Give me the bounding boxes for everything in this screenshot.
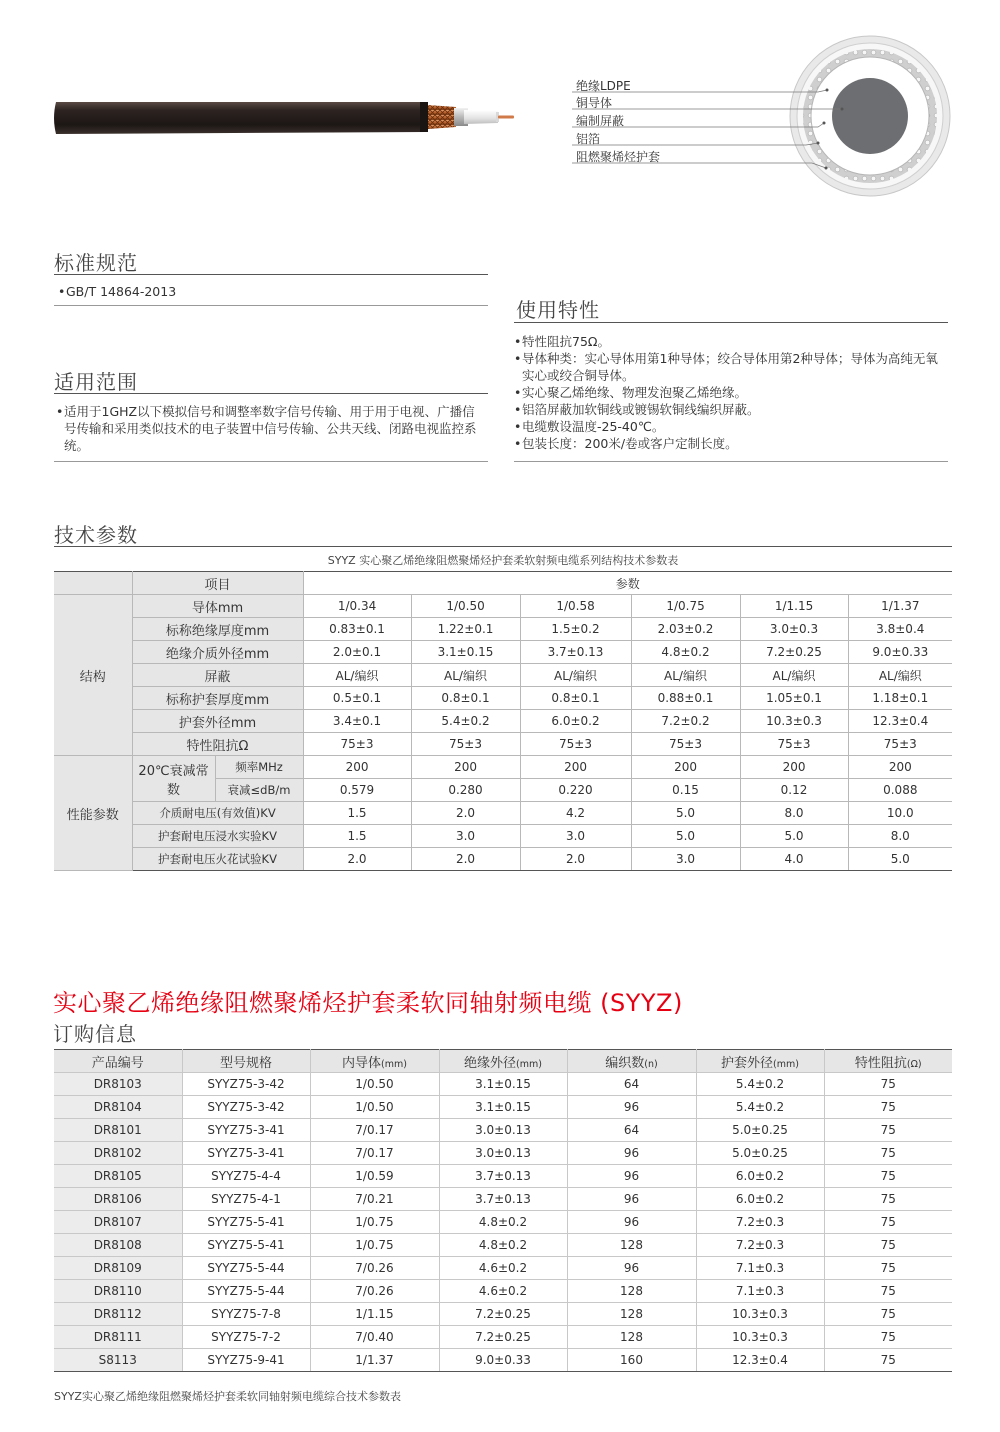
order-cell: 3.0±0.13 bbox=[439, 1119, 567, 1142]
structure-value: 3.1±0.15 bbox=[411, 641, 520, 664]
cable-photo bbox=[50, 80, 520, 160]
structure-value: 1.5±0.2 bbox=[520, 618, 631, 641]
cross-section-diagram bbox=[572, 30, 962, 205]
order-cell: 96 bbox=[567, 1096, 696, 1119]
structure-value: 4.8±0.2 bbox=[631, 641, 740, 664]
performance-value: 1.5 bbox=[303, 802, 411, 825]
performance-value: 1.5 bbox=[303, 825, 411, 848]
structure-value: 3.4±0.1 bbox=[303, 710, 411, 733]
standard-rule bbox=[54, 274, 488, 275]
standard-item: • GB/T 14864-2013 bbox=[58, 283, 478, 300]
order-header bbox=[567, 1050, 696, 1073]
order-cell: SYYZ75-9-41 bbox=[182, 1349, 310, 1372]
order-header-label: 护套外径 bbox=[721, 1055, 774, 1071]
callout-conductor: 铜导体 bbox=[576, 96, 613, 110]
order-cell: 4.8±0.2 bbox=[439, 1211, 567, 1234]
structure-label: 护套外径mm bbox=[132, 710, 303, 733]
atten-value: 0.280 bbox=[411, 779, 520, 802]
order-cell: SYYZ75-3-41 bbox=[182, 1119, 310, 1142]
order-cell: 96 bbox=[567, 1188, 696, 1211]
structure-label: 标称护套厚度mm bbox=[132, 687, 303, 710]
order-header bbox=[824, 1050, 952, 1073]
freq-value: 200 bbox=[303, 756, 411, 779]
order-cell: 1/1.15 bbox=[310, 1303, 439, 1326]
table-row bbox=[54, 1188, 952, 1211]
order-cell: 75 bbox=[824, 1211, 952, 1234]
structure-value: 0.8±0.1 bbox=[520, 687, 631, 710]
scope-title: 适用范围 bbox=[54, 370, 138, 394]
order-header-label: 内导体 bbox=[342, 1055, 382, 1071]
table-row bbox=[54, 1142, 952, 1165]
order-cell: 96 bbox=[567, 1142, 696, 1165]
order-header-label: 绝缘外径 bbox=[464, 1055, 517, 1071]
param-header: 参数 bbox=[303, 572, 952, 595]
table-row bbox=[54, 1073, 952, 1096]
table-row bbox=[54, 1349, 952, 1372]
structure-value: 1.05±0.1 bbox=[740, 687, 848, 710]
order-cell: 7/0.40 bbox=[310, 1326, 439, 1349]
order-cell: SYYZ75-7-2 bbox=[182, 1326, 310, 1349]
structure-value: 0.88±0.1 bbox=[631, 687, 740, 710]
order-cell: 75 bbox=[824, 1073, 952, 1096]
performance-label: 护套耐电压火花试验KV bbox=[132, 848, 303, 871]
order-header-unit: (n) bbox=[644, 1058, 658, 1070]
structure-value: 1.22±0.1 bbox=[411, 618, 520, 641]
order-cell: 7.2±0.25 bbox=[439, 1326, 567, 1349]
performance-value: 10.0 bbox=[848, 802, 952, 825]
structure-value: 3.0±0.3 bbox=[740, 618, 848, 641]
order-header-unit: (mm) bbox=[381, 1058, 407, 1070]
order-cell: 75 bbox=[824, 1165, 952, 1188]
callout-jacket: 阻燃聚烯烃护套 bbox=[576, 150, 661, 164]
order-cell: DR8101 bbox=[54, 1119, 182, 1142]
structure-value: 1/0.50 bbox=[411, 595, 520, 618]
order-header-unit: (mm) bbox=[516, 1058, 542, 1070]
order-cell: DR8107 bbox=[54, 1211, 182, 1234]
structure-value: AL/编织 bbox=[631, 664, 740, 687]
structure-value: 1/0.75 bbox=[631, 595, 740, 618]
order-cell: 4.6±0.2 bbox=[439, 1280, 567, 1303]
order-cell: DR8110 bbox=[54, 1280, 182, 1303]
order-cell: 7/0.26 bbox=[310, 1280, 439, 1303]
performance-value: 2.0 bbox=[411, 848, 520, 871]
product-title: 实心聚乙烯绝缘阻燃聚烯烃护套柔软同轴射频电缆 (SYYZ) bbox=[53, 989, 683, 1017]
order-cell: 3.7±0.13 bbox=[439, 1165, 567, 1188]
order-cell: 96 bbox=[567, 1211, 696, 1234]
tech-rule bbox=[54, 546, 952, 547]
atten-value: 0.579 bbox=[303, 779, 411, 802]
order-cell: 160 bbox=[567, 1349, 696, 1372]
structure-value: 0.83±0.1 bbox=[303, 618, 411, 641]
order-header bbox=[182, 1050, 310, 1073]
order-cell: 96 bbox=[567, 1165, 696, 1188]
order-cell: SYYZ75-5-41 bbox=[182, 1211, 310, 1234]
freq-value: 200 bbox=[411, 756, 520, 779]
scope-rule bbox=[54, 393, 488, 394]
order-cell: 1/0.59 bbox=[310, 1165, 439, 1188]
item-header: 项目 bbox=[132, 572, 303, 595]
structure-value: AL/编织 bbox=[411, 664, 520, 687]
order-cell: SYYZ75-5-44 bbox=[182, 1280, 310, 1303]
order-cell: DR8106 bbox=[54, 1188, 182, 1211]
order-cell: 64 bbox=[567, 1119, 696, 1142]
order-cell: 1/1.37 bbox=[310, 1349, 439, 1372]
order-cell: 4.8±0.2 bbox=[439, 1234, 567, 1257]
structure-label: 特性阻抗Ω bbox=[132, 733, 303, 756]
order-header-label: 型号规格 bbox=[219, 1055, 272, 1071]
performance-value: 3.0 bbox=[520, 825, 631, 848]
order-cell: 6.0±0.2 bbox=[696, 1165, 824, 1188]
atten-label: 20℃衰减常数 bbox=[132, 756, 215, 802]
order-header-label: 特性阻抗 bbox=[854, 1055, 907, 1071]
atten-sub-label: 衰减≤dB/m bbox=[215, 779, 303, 802]
atten-value: 0.220 bbox=[520, 779, 631, 802]
order-cell: 9.0±0.33 bbox=[439, 1349, 567, 1372]
order-cell: S8113 bbox=[54, 1349, 182, 1372]
table-row bbox=[54, 1096, 952, 1119]
performance-value: 3.0 bbox=[411, 825, 520, 848]
structure-value: 75±3 bbox=[411, 733, 520, 756]
order-cell: 1/0.50 bbox=[310, 1073, 439, 1096]
structure-label: 绝缘介质外径mm bbox=[132, 641, 303, 664]
structure-value: 2.0±0.1 bbox=[303, 641, 411, 664]
order-header bbox=[696, 1050, 824, 1073]
performance-value: 8.0 bbox=[740, 802, 848, 825]
order-cell: 6.0±0.2 bbox=[696, 1188, 824, 1211]
order-cell: 75 bbox=[824, 1303, 952, 1326]
structure-value: 2.03±0.2 bbox=[631, 618, 740, 641]
table-row bbox=[54, 1303, 952, 1326]
feature-item: • 电缆敷设温度-25-40℃。 bbox=[514, 418, 946, 435]
group-structure: 结构 bbox=[54, 595, 132, 756]
scope-end-rule bbox=[54, 461, 488, 462]
callout-foil: 铝箔 bbox=[576, 132, 601, 146]
structure-value: 75±3 bbox=[740, 733, 848, 756]
order-cell: 5.0±0.25 bbox=[696, 1119, 824, 1142]
order-cell: 7/0.17 bbox=[310, 1119, 439, 1142]
order-cell: 128 bbox=[567, 1280, 696, 1303]
order-cell: 75 bbox=[824, 1326, 952, 1349]
order-cell: DR8103 bbox=[54, 1073, 182, 1096]
order-cell: 7.1±0.3 bbox=[696, 1257, 824, 1280]
order-cell: 75 bbox=[824, 1280, 952, 1303]
order-cell: DR8105 bbox=[54, 1165, 182, 1188]
order-cell: DR8104 bbox=[54, 1096, 182, 1119]
performance-value: 8.0 bbox=[848, 825, 952, 848]
table-row bbox=[54, 1165, 952, 1188]
structure-value: 7.2±0.2 bbox=[631, 710, 740, 733]
tech-table-caption: SYYZ 实心聚乙烯绝缘阻燃聚烯烃护套柔软射频电缆系列结构技术参数表 bbox=[327, 554, 679, 567]
order-cell: SYYZ75-4-4 bbox=[182, 1165, 310, 1188]
scope-item: • 适用于1GHZ以下模拟信号和调整率数字信号传输、用于用于电视、广播信号传输和采用类似技术的电子装置中信号传输、公共天线、闭路电视监控系统。 bbox=[56, 403, 486, 454]
group-performance: 性能参数 bbox=[54, 756, 132, 871]
order-cell: DR8109 bbox=[54, 1257, 182, 1280]
order-cell: 4.6±0.2 bbox=[439, 1257, 567, 1280]
callout-insulation: 绝缘LDPE bbox=[576, 79, 631, 93]
order-cell: SYYZ75-3-42 bbox=[182, 1096, 310, 1119]
performance-value: 5.0 bbox=[740, 825, 848, 848]
scope-list bbox=[56, 403, 486, 454]
order-cell: 1/0.75 bbox=[310, 1211, 439, 1234]
structure-value: AL/编织 bbox=[848, 664, 952, 687]
order-header-label: 产品编号 bbox=[91, 1055, 144, 1071]
performance-value: 2.0 bbox=[303, 848, 411, 871]
structure-value: AL/编织 bbox=[303, 664, 411, 687]
order-cell: 7.2±0.3 bbox=[696, 1211, 824, 1234]
order-cell: DR8102 bbox=[54, 1142, 182, 1165]
order-cell: 128 bbox=[567, 1303, 696, 1326]
order-cell: 3.0±0.13 bbox=[439, 1142, 567, 1165]
structure-value: 10.3±0.3 bbox=[740, 710, 848, 733]
structure-value: 0.8±0.1 bbox=[411, 687, 520, 710]
feature-item: • 导体种类：实心导体用第1种导体；绞合导体用第2种导体；导体为高纯无氧实心或绞合铜导体。 bbox=[514, 350, 946, 384]
order-cell: 5.4±0.2 bbox=[696, 1096, 824, 1119]
structure-value: 5.4±0.2 bbox=[411, 710, 520, 733]
order-cell: 75 bbox=[824, 1257, 952, 1280]
structure-value: 1.18±0.1 bbox=[848, 687, 952, 710]
order-cell: 12.3±0.4 bbox=[696, 1349, 824, 1372]
structure-value: 1/0.34 bbox=[303, 595, 411, 618]
freq-value: 200 bbox=[740, 756, 848, 779]
features-title: 使用特性 bbox=[516, 298, 600, 322]
structure-value: AL/编织 bbox=[740, 664, 848, 687]
structure-label: 导体mm bbox=[132, 595, 303, 618]
structure-value: AL/编织 bbox=[520, 664, 631, 687]
order-cell: SYYZ75-5-41 bbox=[182, 1234, 310, 1257]
feature-item: • 包装长度：200米/卷或客户定制长度。 bbox=[514, 435, 946, 452]
structure-value: 75±3 bbox=[520, 733, 631, 756]
order-cell: 5.0±0.25 bbox=[696, 1142, 824, 1165]
order-cell: 3.7±0.13 bbox=[439, 1188, 567, 1211]
order-cell: SYYZ75-4-1 bbox=[182, 1188, 310, 1211]
structure-value: 6.0±0.2 bbox=[520, 710, 631, 733]
order-cell: 75 bbox=[824, 1096, 952, 1119]
order-cell: DR8108 bbox=[54, 1234, 182, 1257]
order-cell: 96 bbox=[567, 1257, 696, 1280]
freq-value: 200 bbox=[631, 756, 740, 779]
atten-value: 0.088 bbox=[848, 779, 952, 802]
standard-end-rule bbox=[54, 305, 488, 306]
order-cell: 7/0.26 bbox=[310, 1257, 439, 1280]
order-header bbox=[310, 1050, 439, 1073]
standard-title: 标准规范 bbox=[54, 251, 138, 275]
order-cell: SYYZ75-5-44 bbox=[182, 1257, 310, 1280]
table-row bbox=[54, 1257, 952, 1280]
tech-params-table bbox=[54, 571, 952, 871]
feature-item: • 实心聚乙烯绝缘、物理发泡聚乙烯绝缘。 bbox=[514, 384, 946, 401]
performance-label: 护套耐电压浸水实验KV bbox=[132, 825, 303, 848]
structure-value: 75±3 bbox=[848, 733, 952, 756]
structure-value: 7.2±0.25 bbox=[740, 641, 848, 664]
table-row bbox=[54, 1326, 952, 1349]
structure-value: 1/0.58 bbox=[520, 595, 631, 618]
order-header bbox=[54, 1050, 182, 1073]
performance-value: 4.2 bbox=[520, 802, 631, 825]
order-cell: SYYZ75-7-8 bbox=[182, 1303, 310, 1326]
order-cell: 3.1±0.15 bbox=[439, 1073, 567, 1096]
performance-value: 3.0 bbox=[631, 848, 740, 871]
order-cell: 64 bbox=[567, 1073, 696, 1096]
table-row bbox=[54, 1119, 952, 1142]
structure-label: 屏蔽 bbox=[132, 664, 303, 687]
order-cell: SYYZ75-3-42 bbox=[182, 1073, 310, 1096]
order-header-unit: (Ω) bbox=[906, 1058, 922, 1070]
feature-item: • 铝箔屏蔽加软铜线或镀锡软铜线编织屏蔽。 bbox=[514, 401, 946, 418]
order-cell: 75 bbox=[824, 1188, 952, 1211]
order-cell: DR8111 bbox=[54, 1326, 182, 1349]
order-cell: DR8112 bbox=[54, 1303, 182, 1326]
order-cell: 3.1±0.15 bbox=[439, 1096, 567, 1119]
features-end-rule bbox=[514, 461, 948, 462]
order-cell: 75 bbox=[824, 1142, 952, 1165]
order-cell: SYYZ75-3-41 bbox=[182, 1142, 310, 1165]
freq-label: 频率MHz bbox=[215, 756, 303, 779]
order-cell: 75 bbox=[824, 1119, 952, 1142]
order-cell: 7.2±0.3 bbox=[696, 1234, 824, 1257]
table-row bbox=[54, 1280, 952, 1303]
group-cell-empty bbox=[54, 572, 132, 595]
order-title: 订购信息 bbox=[53, 1022, 137, 1046]
table-row bbox=[54, 1234, 952, 1257]
performance-label: 介质耐电压(有效值)KV bbox=[132, 802, 303, 825]
structure-value: 75±3 bbox=[631, 733, 740, 756]
freq-value: 200 bbox=[848, 756, 952, 779]
performance-value: 5.0 bbox=[848, 848, 952, 871]
order-cell: 5.4±0.2 bbox=[696, 1073, 824, 1096]
features-rule bbox=[514, 322, 948, 323]
order-info-table bbox=[54, 1049, 952, 1372]
performance-value: 2.0 bbox=[411, 802, 520, 825]
standard-list bbox=[58, 283, 478, 300]
feature-item: • 特性阻抗75Ω。 bbox=[514, 333, 946, 350]
tech-title: 技术参数 bbox=[54, 523, 138, 547]
structure-value: 9.0±0.33 bbox=[848, 641, 952, 664]
structure-value: 1/1.37 bbox=[848, 595, 952, 618]
order-cell: 128 bbox=[567, 1326, 696, 1349]
structure-value: 1/1.15 bbox=[740, 595, 848, 618]
table-row bbox=[54, 1211, 952, 1234]
performance-value: 4.0 bbox=[740, 848, 848, 871]
performance-value: 2.0 bbox=[520, 848, 631, 871]
performance-value: 5.0 bbox=[631, 802, 740, 825]
order-cell: 128 bbox=[567, 1234, 696, 1257]
freq-value: 200 bbox=[520, 756, 631, 779]
order-cell: 1/0.50 bbox=[310, 1096, 439, 1119]
order-cell: 7/0.17 bbox=[310, 1142, 439, 1165]
structure-value: 3.7±0.13 bbox=[520, 641, 631, 664]
callout-braid: 编制屏蔽 bbox=[576, 114, 625, 128]
order-cell: 75 bbox=[824, 1234, 952, 1257]
structure-label: 标称绝缘厚度mm bbox=[132, 618, 303, 641]
structure-value: 12.3±0.4 bbox=[848, 710, 952, 733]
footnote: SYYZ实心聚乙烯绝缘阻燃聚烯烃护套柔软同轴射频电缆综合技术参数表 bbox=[54, 1390, 401, 1403]
order-cell: 75 bbox=[824, 1349, 952, 1372]
structure-value: 75±3 bbox=[303, 733, 411, 756]
order-header-label: 编织数 bbox=[605, 1055, 645, 1071]
order-cell: 1/0.75 bbox=[310, 1234, 439, 1257]
order-cell: 10.3±0.3 bbox=[696, 1303, 824, 1326]
features-list bbox=[514, 333, 946, 452]
order-cell: 7.1±0.3 bbox=[696, 1280, 824, 1303]
order-header bbox=[439, 1050, 567, 1073]
order-cell: 7/0.21 bbox=[310, 1188, 439, 1211]
performance-value: 5.0 bbox=[631, 825, 740, 848]
structure-value: 0.5±0.1 bbox=[303, 687, 411, 710]
structure-value: 3.8±0.4 bbox=[848, 618, 952, 641]
order-cell: 10.3±0.3 bbox=[696, 1326, 824, 1349]
atten-value: 0.12 bbox=[740, 779, 848, 802]
order-header-unit: (mm) bbox=[773, 1058, 799, 1070]
order-cell: 7.2±0.25 bbox=[439, 1303, 567, 1326]
atten-value: 0.15 bbox=[631, 779, 740, 802]
